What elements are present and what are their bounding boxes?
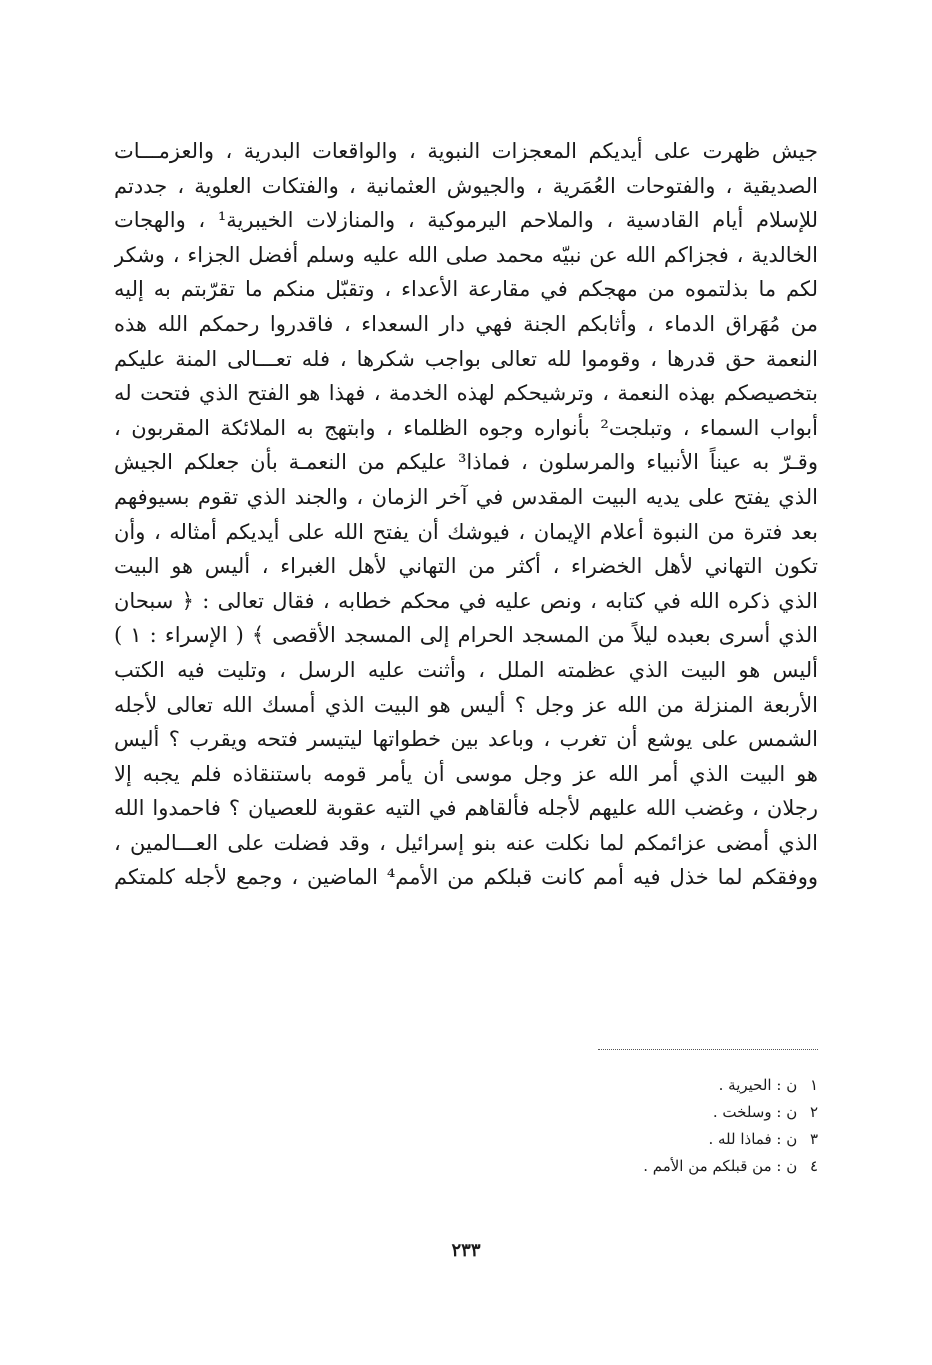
text-line: ووفقكم لما خذل فيه أمم كانت قبلكم من الأمم⁴ الماضين ، وجمع لأجله كلمتكم <box>114 865 818 890</box>
text-line: الذي أمضى عزائمكم لما نكلت عنه بنو إسرائيل ، وقد فضلت على العـــالمين ، <box>114 830 818 855</box>
text-line: للإسلام أيام القادسية ، والملاحم اليرموكية ، والمنازلات الخيبرية¹ ، والهجات <box>114 208 818 233</box>
text-line: بتخصيصكم بهذه النعمة ، وترشيحكم لهذه الخدمة ، فهذا هو الفتح الذي فتحت له <box>114 381 818 406</box>
footnote <box>418 1072 818 1099</box>
text-line: الذي أسرى بعبده ليلاً من المسجد الحرام إلى المسجد الأقصى ﴾ ( الإسراء : ١ ) <box>114 623 818 648</box>
footnote <box>418 1126 818 1153</box>
footnote-number: ٤ <box>809 1157 818 1175</box>
text-line: الصديقية ، والفتوحات العُمَرية ، والجيوش العثمانية ، والفتكات العلوية ، جددتم <box>114 173 818 198</box>
text-line: الشمس على يوشع أن تغرب ، وباعد بين خطواتها ليتيسر فتحه ويقرب ؟ أليس <box>114 727 818 752</box>
text-line: تكون التهاني لأهل الخضراء ، أكثر من التهاني لأهل الغبراء ، أليس هو البيت <box>114 554 818 579</box>
text-line: من مُهَراق الدماء ، وأثابكم الجنة فهي دار السعداء ، فاقدروا رحمكم الله هذه <box>114 311 818 336</box>
text-line: الذي ذكره الله في كتابه ، ونص عليه في محكم خطابه ، فقال تعالى : ﴿ سبحان <box>114 588 818 613</box>
text-line: رجلان ، وغضب الله عليهم لأجله فألقاهم في التيه عقوبة للعصيان ؟ فاحمدوا الله <box>114 796 818 821</box>
text-line: الذي يفتح على يديه البيت المقدس في آخر الزمان ، والجند الذي تقوم بسيوفهم <box>114 484 818 509</box>
text-line: هو البيت الذي أمر الله عز وجل موسى أن يأمر قومه باستنقاذه فلم يجبه إلا <box>114 761 818 786</box>
footnote-number: ٢ <box>809 1103 818 1121</box>
text-line: أليس هو البيت الذي عظمته الملل ، وأثنت عليه الرسل ، وتليت فيه الكتب <box>114 657 818 682</box>
text-line: بعد فترة من النبوة أعلام الإيمان ، فيوشك أن يفتح الله على أيديكم أمثاله ، وأن <box>114 519 818 544</box>
text-line: جيش ظهرت على أيديكم المعجزات النبوية ، والواقعات البدرية ، والعزمـــات <box>114 139 818 163</box>
text-line: الخالدية ، فجزاكم الله عن نبيّه محمد صلى الله عليه وسلم أفضل الجزاء ، وشكر <box>114 242 818 267</box>
footnote-divider <box>598 1049 818 1050</box>
footnote-text: ن : فماذا لله . <box>708 1130 798 1148</box>
footnote-number: ٣ <box>809 1130 818 1148</box>
footnotes-block <box>418 1072 818 1180</box>
footnote <box>418 1099 818 1126</box>
text-line: الأربعة المنزلة من الله عز وجل ؟ أليس هو البيت الذي أمسك الله تعالى لأجله <box>114 692 818 717</box>
text-line: لكم ما بذلتموه من مهجكم في مقارعة الأعداء ، وتقبّل منكم ما تقرّبتم به إليه <box>114 277 818 302</box>
text-line: النعمة حق قدرها ، وقوموا لله تعالى بواجب شكرها ، فله تعـــالى المنة عليكم <box>114 346 818 371</box>
footnote-text: ن : وسلخت . <box>712 1103 798 1121</box>
footnote-text: ن : من قبلكم من الأمم . <box>643 1157 798 1175</box>
footnote <box>418 1153 818 1180</box>
page-number: ٢٣٣ <box>451 1240 481 1261</box>
text-line: أبواب السماء ، وتبلجت² بأنواره وجوه الظلماء ، وابتهج به الملائكة المقربون ، <box>114 415 818 440</box>
main-text-block <box>114 134 818 895</box>
text-line: وقـرّ به عيناً الأنبياء والمرسلون ، فماذا³ عليكم من النعمـة بأن جعلكم الجيش <box>114 450 818 475</box>
footnote-text: ن : الحيرية . <box>718 1076 798 1094</box>
footnote-number: ١ <box>809 1076 818 1094</box>
